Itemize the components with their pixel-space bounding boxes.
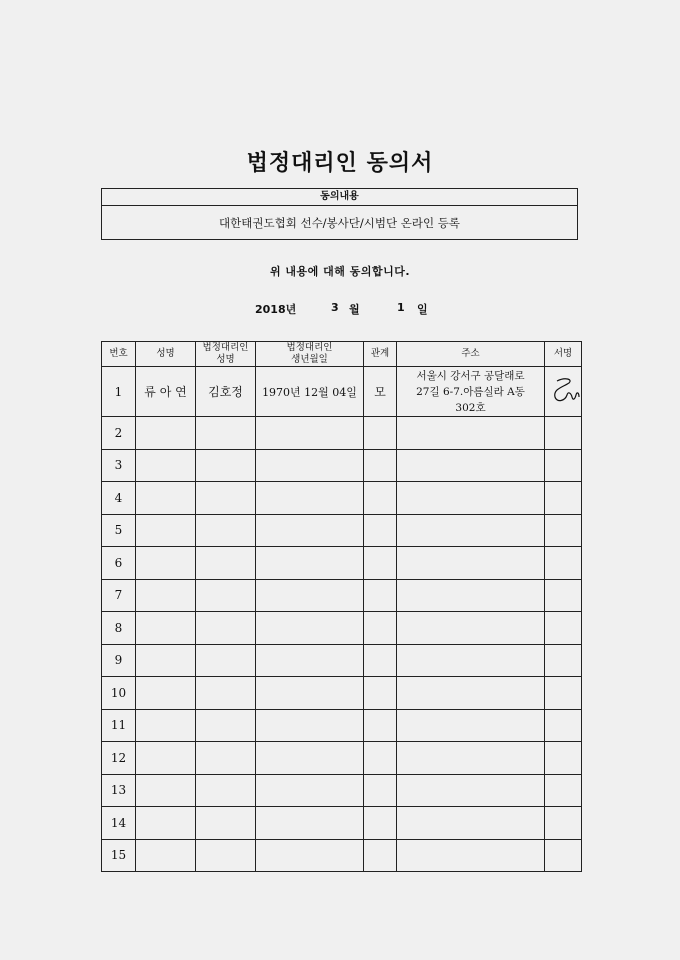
row-number: 11: [102, 709, 136, 742]
student-name: [136, 482, 196, 515]
table-row: [102, 449, 582, 482]
address: [397, 417, 545, 450]
guardian-name: [196, 774, 256, 807]
guardian-birthdate: [256, 742, 364, 775]
student-name: [136, 774, 196, 807]
address: [397, 774, 545, 807]
address-line-3: 302호: [455, 401, 486, 414]
header-guardian-birth-line2: 생년월일: [291, 354, 328, 365]
guardian-name: [196, 709, 256, 742]
guardian-name: [196, 514, 256, 547]
table-row: [102, 709, 582, 742]
table-row: [102, 579, 582, 612]
table-row: [102, 677, 582, 710]
relation: [364, 612, 397, 645]
relation: 모: [364, 367, 397, 417]
guardian-birthdate: [256, 579, 364, 612]
guardian-table: [101, 341, 582, 872]
guardian-birthdate: [256, 482, 364, 515]
guardian-name: [196, 677, 256, 710]
guardian-birthdate: [256, 839, 364, 872]
student-name: 류 아 연: [136, 367, 196, 417]
student-name: [136, 677, 196, 710]
row-number: 2: [102, 417, 136, 450]
table-row: [102, 839, 582, 872]
signature-cell: [545, 579, 582, 612]
address: [397, 612, 545, 645]
address-line-1: 서울시 강서구 공달래로: [416, 369, 525, 382]
guardian-birthdate: [256, 807, 364, 840]
signature-cell: [545, 839, 582, 872]
relation: [364, 547, 397, 580]
date-year: 2018년: [255, 303, 297, 316]
row-number: 1: [102, 367, 136, 417]
address: [397, 449, 545, 482]
guardian-name: [196, 839, 256, 872]
consent-body: 대한태권도협회 선수/봉사단/시범단 온라인 등록: [219, 216, 460, 230]
relation: [364, 644, 397, 677]
table-header-row: [102, 342, 582, 367]
guardian-birthdate: [256, 644, 364, 677]
guardian-name: 김호정: [196, 367, 256, 417]
relation: [364, 514, 397, 547]
student-name: [136, 449, 196, 482]
row-number: 10: [102, 677, 136, 710]
table-row: [102, 742, 582, 775]
address: [397, 839, 545, 872]
student-name: [136, 807, 196, 840]
address: [397, 742, 545, 775]
signature-cell: [545, 367, 582, 417]
guardian-birthdate: [256, 449, 364, 482]
relation: [364, 709, 397, 742]
guardian-birthdate: [256, 417, 364, 450]
address: [397, 482, 545, 515]
signature-cell: [545, 417, 582, 450]
student-name: [136, 417, 196, 450]
header-relation: 관계: [364, 342, 397, 367]
date-day: 1: [397, 301, 405, 314]
guardian-name: [196, 742, 256, 775]
student-name: [136, 709, 196, 742]
table-row: [102, 774, 582, 807]
table-row: [102, 417, 582, 450]
row-number: 15: [102, 839, 136, 872]
table-row: [102, 644, 582, 677]
header-guardian-name-line2: 성명: [216, 354, 235, 365]
row-number: 4: [102, 482, 136, 515]
address: [397, 579, 545, 612]
date-line: [255, 301, 435, 315]
header-signature: 서명: [545, 342, 582, 367]
handwritten-signature: [551, 375, 581, 407]
table-row: [102, 807, 582, 840]
guardian-name: [196, 612, 256, 645]
signature-cell: [545, 774, 582, 807]
guardian-name: [196, 482, 256, 515]
table-row: [102, 547, 582, 580]
consent-box: [101, 188, 578, 240]
guardian-birthdate: 1970년 12월 04일: [256, 367, 364, 417]
guardian-birthdate: [256, 677, 364, 710]
student-name: [136, 644, 196, 677]
signature-cell: [545, 807, 582, 840]
student-name: [136, 742, 196, 775]
guardian-name: [196, 807, 256, 840]
header-guardian-name: [196, 342, 256, 367]
relation: [364, 417, 397, 450]
signature-cell: [545, 482, 582, 515]
consent-header: 동의내용: [102, 189, 577, 206]
guardian-birthdate: [256, 547, 364, 580]
signature-cell: [545, 612, 582, 645]
relation: [364, 839, 397, 872]
header-guardian-birth-line1: 법정대리인: [286, 342, 333, 353]
student-name: [136, 612, 196, 645]
guardian-name: [196, 579, 256, 612]
table-row: [102, 612, 582, 645]
document-title: 법정대리인 동의서: [246, 151, 434, 176]
agree-statement: 위 내용에 대해 동의합니다.: [269, 265, 411, 278]
address: [397, 514, 545, 547]
row-number: 9: [102, 644, 136, 677]
header-name: 성명: [136, 342, 196, 367]
student-name: [136, 547, 196, 580]
relation: [364, 807, 397, 840]
date-month-unit: 월: [349, 303, 360, 316]
relation: [364, 774, 397, 807]
relation: [364, 482, 397, 515]
row-number: 3: [102, 449, 136, 482]
header-no: 번호: [102, 342, 136, 367]
student-name: [136, 514, 196, 547]
table-row: [102, 482, 582, 515]
row-number: 7: [102, 579, 136, 612]
signature-cell: [545, 514, 582, 547]
row-number: 6: [102, 547, 136, 580]
header-address: 주소: [397, 342, 545, 367]
guardian-name: [196, 644, 256, 677]
signature-cell: [545, 709, 582, 742]
guardian-birthdate: [256, 774, 364, 807]
relation: [364, 579, 397, 612]
date-month: 3: [331, 301, 339, 314]
signature-cell: [545, 547, 582, 580]
row-number: 12: [102, 742, 136, 775]
header-guardian-name-line1: 법정대리인: [202, 342, 249, 353]
header-guardian-birth: [256, 342, 364, 367]
relation: [364, 449, 397, 482]
student-name: [136, 839, 196, 872]
row-number: 14: [102, 807, 136, 840]
address: [397, 677, 545, 710]
guardian-birthdate: [256, 709, 364, 742]
address: [397, 709, 545, 742]
signature-cell: [545, 644, 582, 677]
address: [397, 367, 545, 417]
guardian-birthdate: [256, 514, 364, 547]
guardian-name: [196, 547, 256, 580]
address: [397, 807, 545, 840]
relation: [364, 742, 397, 775]
table-row: [102, 514, 582, 547]
signature-cell: [545, 677, 582, 710]
row-number: 5: [102, 514, 136, 547]
guardian-name: [196, 449, 256, 482]
row-number: 13: [102, 774, 136, 807]
address: [397, 644, 545, 677]
table-row: [102, 367, 582, 417]
relation: [364, 677, 397, 710]
date-day-unit: 일: [417, 303, 428, 316]
guardian-name: [196, 417, 256, 450]
row-number: 8: [102, 612, 136, 645]
guardian-birthdate: [256, 612, 364, 645]
signature-cell: [545, 449, 582, 482]
address-line-2: 27길 6-7.아름실라 A동: [416, 385, 525, 398]
signature-cell: [545, 742, 582, 775]
student-name: [136, 579, 196, 612]
address: [397, 547, 545, 580]
